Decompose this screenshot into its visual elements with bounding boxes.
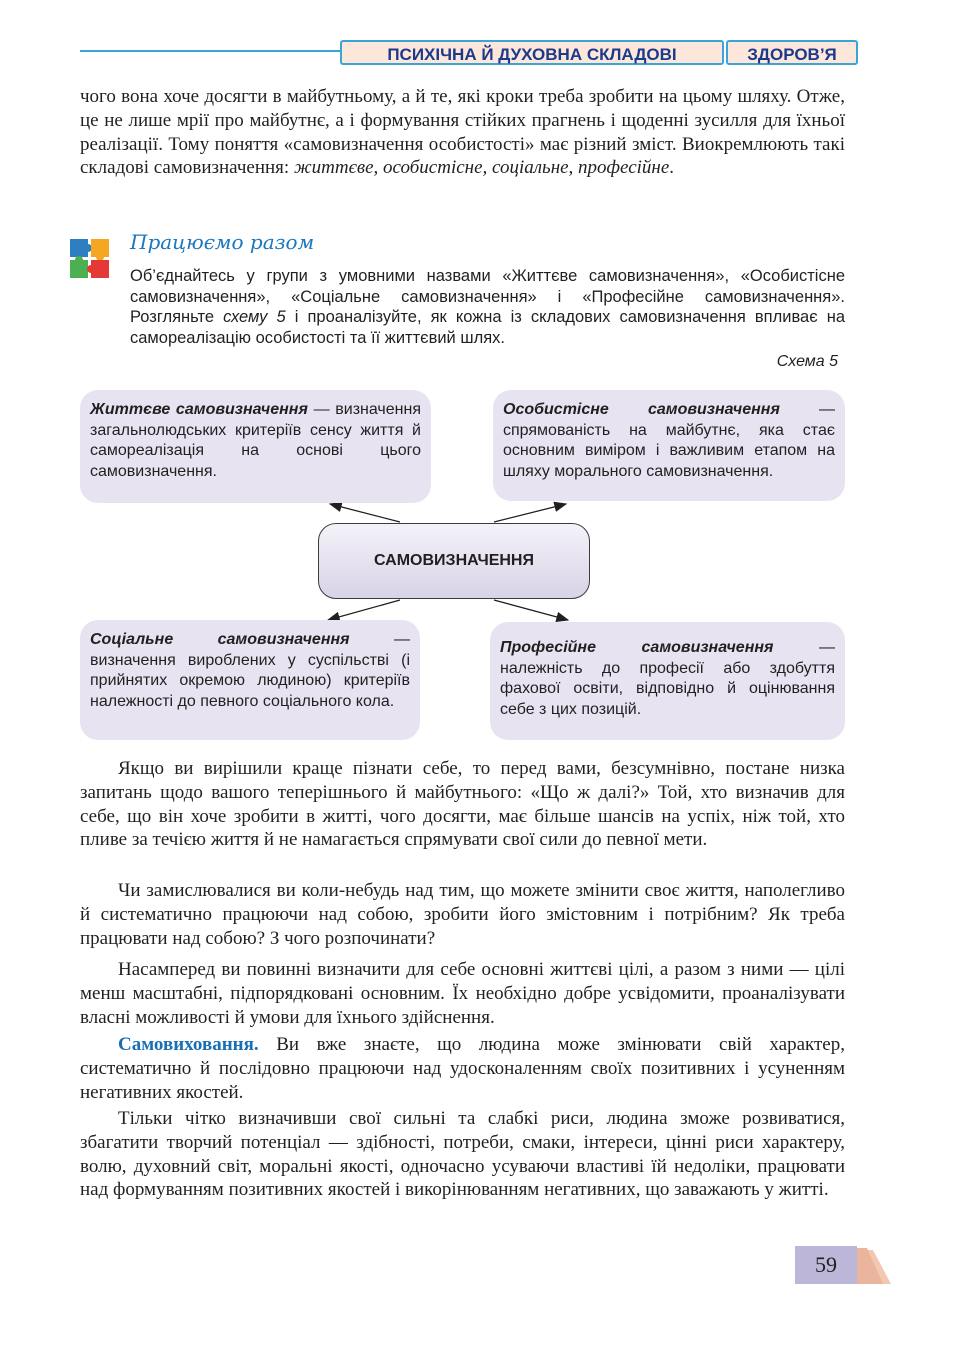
box-personal-self-determination <box>493 390 845 501</box>
body-paragraph-5: Тільки чітко визначивши свої сильні та слабкі риси, людина зможе розвиватися, збагатити творчий потенціал — здібності, потреби, смаки, інтереси, цінні риси характеру, волю, духовний світ, моральні якості, одночасно усуваючи властиві їй недоліки, працювати над формуванням позитивних якостей і викорінюванням негативних, що заважають у житті. <box>80 1108 845 1201</box>
box-definition: — спрямованість на майбутнє, яка стає основним виміром і важливим етапом на шляху морального самовизначення. <box>503 401 835 480</box>
body-paragraph-4-text: Ви вже знаєте, що людина може змінювати свій характер, систематично й послідовно працюючи над удосконаленням своїх позитивних і усуненням негативних якостей. <box>80 1034 845 1103</box>
activity-text-1: Об’єднайтесь у групи з умовними назвами «Життєве самовизначення», «Особистісне самовизначення», «Соціальне самовизначення» і «Професійне самовизначення». Розгляньте <box>130 267 845 327</box>
box-definition: — визначення вироблених у суспільстві (і прийнятих окремою людиною) критеріїв належності до певного соціального кола. <box>90 631 410 710</box>
box-term: Особистісне самовизначення <box>503 401 780 418</box>
intro-text: чого вона хоче досягти в майбутньому, а й те, які кроки треба зробити на цьому шляху. Отже, це не лише мрії про майбутнє, а і формування стійких прагнень і щоденні зусилля для їхньої реалізації. Тому поняття «самовизначення особистості» має різний зміст. Виокремлюють такі складові самовизначення: <box>80 86 845 179</box>
page-number-tab <box>795 1246 895 1286</box>
box-term: Соціальне самовизначення <box>90 631 350 648</box>
box-term: Життєве самовизначення <box>90 401 308 418</box>
schema-label: Схема 5 <box>776 353 838 370</box>
intro-end: . <box>669 157 675 179</box>
intro-italic: життєве, особистісне, соціальне, професійне <box>293 157 670 179</box>
body-paragraph-1: Якщо ви вирішили краще пізнати себе, то перед вами, безсумнівно, постане низка запитань щодо вашого теперішнього й майбутнього: «Що ж далі?» Той, хто визначив для себе, що він хоче зробити в житті, чого досягти, має більше шансів на успіх, ніж той, хто пливе за течією життя й не намагається спрямувати свої сили до певної мети. <box>80 758 845 851</box>
box-definition: — належність до професії або здобуття фахової освіти, відповідно й оцінювання себе з цих позицій. <box>500 639 835 718</box>
center-node: САМОВИЗНАЧЕННЯ <box>318 523 590 599</box>
section-title-end: ЗДОРОВ’Я <box>726 40 858 65</box>
activity-title: Працюємо разом <box>130 230 315 254</box>
self-education-term: Самовиховання. <box>118 1034 259 1055</box>
box-social-self-determination <box>80 620 420 740</box>
section-title: ПСИХІЧНА Й ДУХОВНА СКЛАДОВІ <box>340 40 724 65</box>
page-number: 59 <box>795 1246 857 1284</box>
body-paragraph-4 <box>80 1033 845 1104</box>
activity-text-italic: схему 5 <box>223 308 286 327</box>
body-paragraph-3: Насамперед ви повинні визначити для себе основні життєві цілі, а разом з ними — цілі менш масштабні, підпорядковані основним. Їх необхідно добре усвідомити, проаналізувати власні можливості й умови для їхнього здійснення. <box>80 959 845 1028</box>
box-life-self-determination <box>80 390 431 503</box>
box-definition: — визначення загальнолюдських критеріїв сенсу життя й самореалізація на основі цього самовизначення. <box>90 401 421 480</box>
box-professional-self-determination <box>490 622 845 740</box>
body-paragraph-2: Чи замислювалися ви коли-небудь над тим, що можете змінити своє життя, наполегливо й систематично працюючи над собою, зробити його змістовним і потрібним? Як треба працювати над собою? З чого розпочинати? <box>80 880 845 949</box>
activity-text-2: і проаналізуйте, як кожна із складових самовизначення впливає на самореалізацію особистості та її життєвий шлях. <box>130 308 845 347</box>
box-term: Професійне самовизначення <box>500 639 774 656</box>
